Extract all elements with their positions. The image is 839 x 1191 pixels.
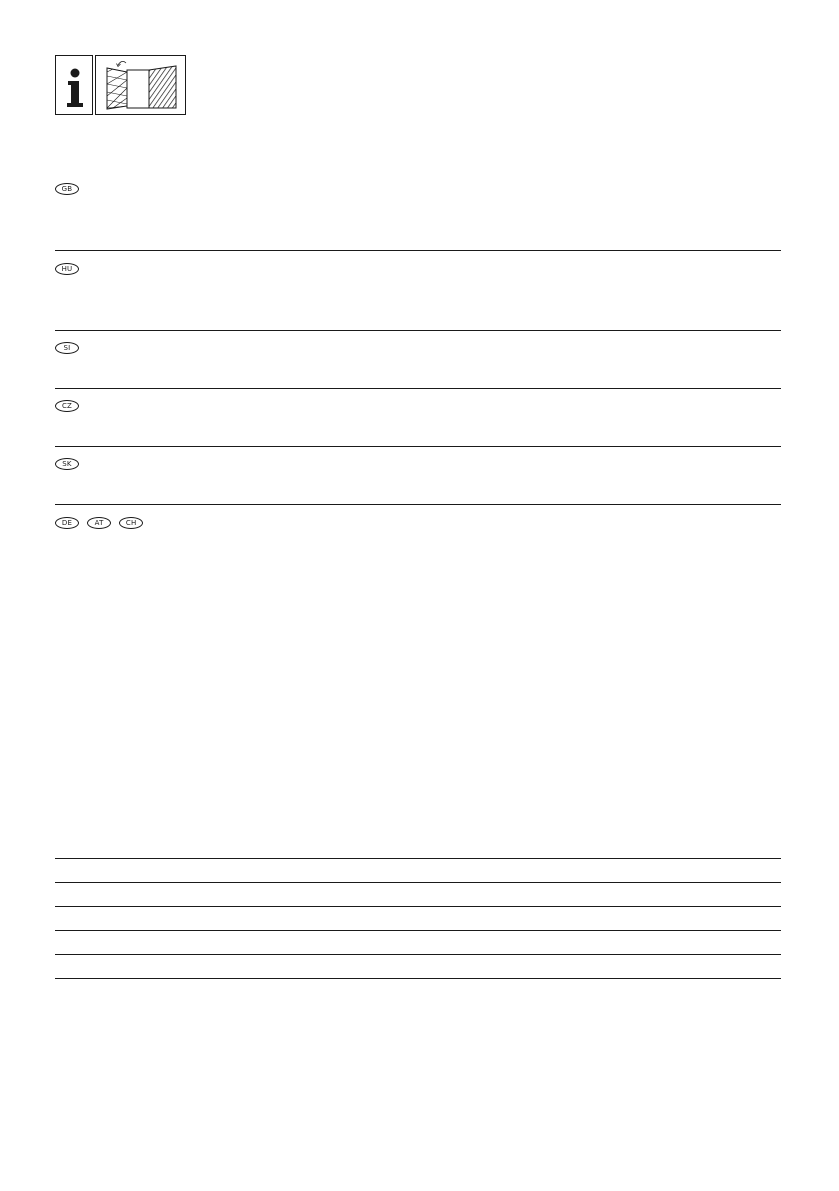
lang-badge-at: AT [87, 517, 111, 529]
divider [55, 250, 781, 251]
divider [55, 858, 781, 859]
lang-badge-cz: CZ [55, 400, 79, 412]
lang-badge-ch: CH [119, 517, 143, 529]
divider [55, 330, 781, 331]
lang-row-gb [55, 183, 82, 202]
divider [55, 504, 781, 505]
lang-row-de-at-ch [55, 517, 146, 536]
lang-row-sk [55, 458, 82, 477]
divider [55, 882, 781, 883]
lang-badge-sk: SK [55, 458, 79, 470]
divider [55, 954, 781, 955]
lang-badge-de: DE [55, 517, 79, 529]
lang-row-si [55, 342, 82, 361]
lang-row-hu [55, 263, 82, 282]
divider [55, 930, 781, 931]
fold-out-page-glyph [96, 56, 187, 116]
divider [55, 906, 781, 907]
info-glyph [56, 56, 94, 116]
info-icon [55, 55, 93, 115]
divider [55, 446, 781, 447]
lang-row-cz [55, 400, 82, 419]
divider [55, 978, 781, 979]
divider [55, 388, 781, 389]
lang-badge-gb: GB [55, 183, 79, 195]
fold-out-page-icon [95, 55, 186, 115]
lang-badge-si: SI [55, 342, 79, 354]
lang-badge-hu: HU [55, 263, 79, 275]
